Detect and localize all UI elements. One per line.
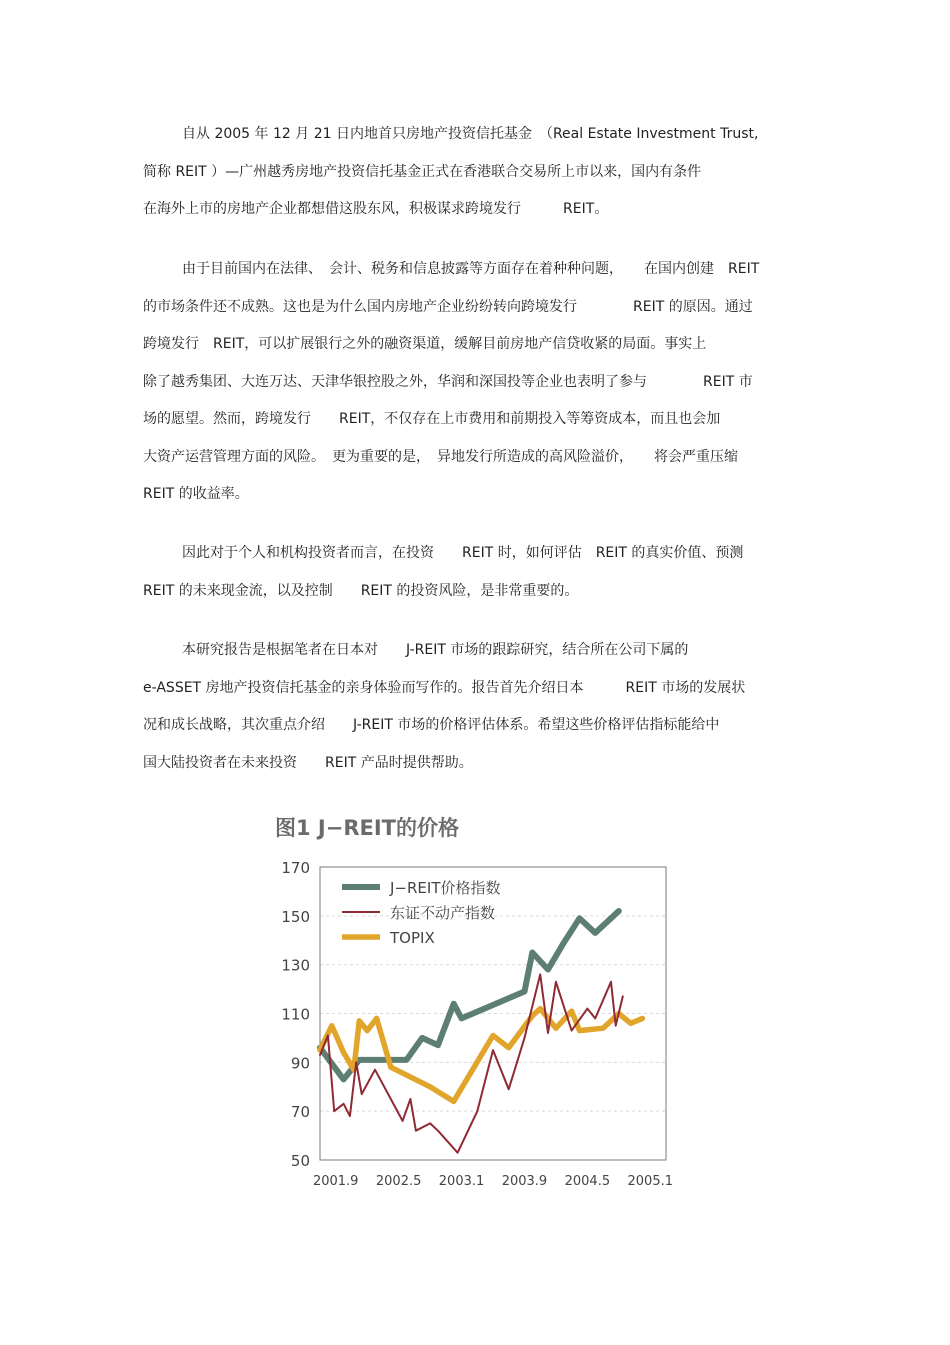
text-line: 跨境发行 REIT，可以扩展银行之外的融资渠道，缓解目前房地产信贷收紧的局面。事实上 bbox=[143, 336, 707, 352]
series-line bbox=[320, 1009, 642, 1102]
y-tick-label: 170 bbox=[281, 859, 310, 877]
text-line: 场的愿望。然而，跨境发行 REIT，不仅存在上市费用和前期投入等筹资成本，而且也会加 bbox=[143, 411, 721, 427]
text-line: 由于目前国内在法律、 会计、税务和信息披露等方面存在着种种问题， 在国内创建 REIT bbox=[182, 261, 760, 277]
text-line: 除了越秀集团、大连万达、天津华银控股之外，华润和深国投等企业也表明了参与 REIT 市 bbox=[143, 373, 753, 390]
legend-label: J−REIT价格指数 bbox=[390, 879, 501, 897]
text-line: e-ASSET 房地产投资信托基金的亲身体验而写作的。报告首先介绍日本 REIT 市场的发展状 bbox=[143, 679, 746, 696]
paragraph-4 bbox=[143, 640, 808, 790]
text-line: 简称 REIT ）—广州越秀房地产投资信托基金正式在香港联合交易所上市以来，国内有条件 bbox=[143, 163, 702, 180]
y-tick-label: 70 bbox=[290, 1103, 310, 1122]
text-line: 国大陆投资者在未来投资 REIT 产品时提供帮助。 bbox=[143, 754, 473, 771]
text-line: 大资产运营管理方面的风险。 更为重要的是， 异地发行所造成的高风险溢价， 将会严重压缩 bbox=[143, 448, 738, 465]
x-tick-label: 2003.9 bbox=[501, 1174, 548, 1189]
text-line: 况和成长战略，其次重点介绍 J-REIT 市场的价格评估体系。希望这些价格评估指标能给中 bbox=[143, 717, 720, 733]
y-tick-label: 90 bbox=[290, 1054, 310, 1073]
chart-title: 图1 J−REIT的价格 bbox=[275, 816, 459, 840]
paragraph-2 bbox=[143, 259, 808, 522]
line-chart bbox=[268, 808, 678, 1193]
x-tick-label: 2003.1 bbox=[438, 1174, 485, 1189]
paragraph-1 bbox=[143, 124, 808, 237]
x-tick-label: 2002.5 bbox=[375, 1174, 422, 1189]
x-tick-label: 2001.9 bbox=[312, 1174, 359, 1189]
paragraph-3 bbox=[143, 543, 808, 618]
text-line: 本研究报告是根据笔者在日本对 J-REIT 市场的跟踪研究，结合所在公司下属的 bbox=[182, 642, 689, 658]
y-tick-label: 130 bbox=[281, 956, 310, 975]
legend-label: TOPIX bbox=[390, 929, 435, 947]
figure-1 bbox=[268, 808, 678, 1193]
y-tick-label: 110 bbox=[281, 1005, 310, 1024]
text-line: 因此对于个人和机构投资者而言，在投资 REIT 时，如何评估 REIT 的真实价值、预测 bbox=[182, 545, 744, 561]
text-line: REIT 的未来现金流，以及控制 REIT 的投资风险，是非常重要的。 bbox=[143, 582, 579, 599]
text-line: 自从 2005 年 12 月 21 日内地首只房地产投资信托基金 （Real Estate Investment Trust, bbox=[182, 126, 759, 142]
y-tick-label: 50 bbox=[290, 1152, 310, 1170]
text-line: 在海外上市的房地产企业都想借这股东风，积极谋求跨境发行 REIT。 bbox=[143, 201, 609, 217]
text-line: REIT 的收益率。 bbox=[143, 486, 249, 502]
x-tick-label: 2004.5 bbox=[564, 1174, 611, 1189]
series-line bbox=[320, 974, 623, 1152]
y-tick-label: 150 bbox=[281, 907, 310, 926]
x-tick-label: 2005.1 bbox=[627, 1174, 674, 1189]
legend-label: 东证不动产指数 bbox=[390, 904, 496, 922]
text-line: 的市场条件还不成熟。这也是为什么国内房地产企业纷纷转向跨境发行 REIT 的原因。通过 bbox=[143, 298, 753, 315]
